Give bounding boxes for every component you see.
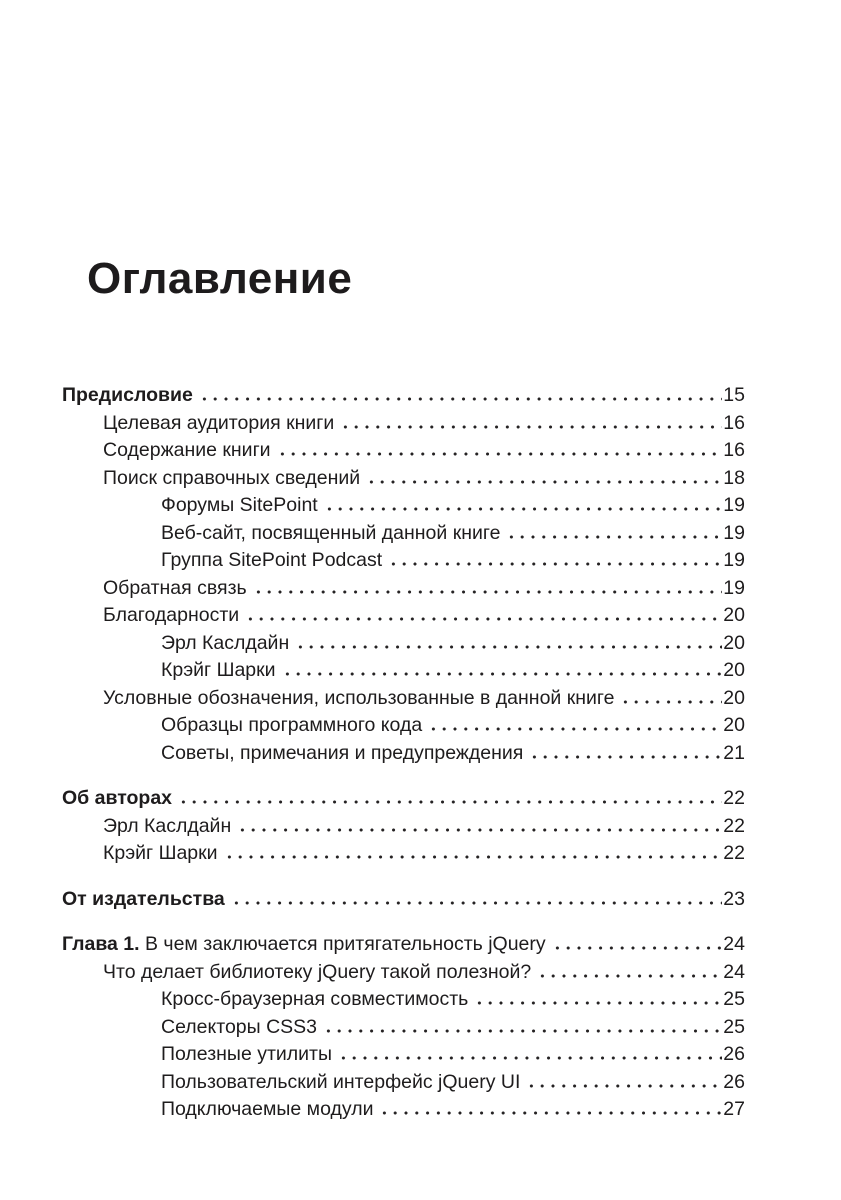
- toc-entry-label: Крэйг Шарки: [161, 659, 276, 681]
- page-number: 26: [723, 1043, 745, 1065]
- dot-leader: [178, 790, 722, 804]
- dot-leader: [282, 662, 723, 676]
- page-number: 18: [723, 466, 745, 489]
- toc-entry-label: Подключаемые модули: [161, 1098, 374, 1120]
- page-number: 15: [723, 384, 745, 406]
- toc-entry-label: Содержание книги: [103, 439, 271, 461]
- dot-leader: [526, 1074, 722, 1088]
- dot-leader: [295, 635, 722, 649]
- toc-entry: [62, 959, 745, 987]
- page-number: 20: [723, 686, 745, 709]
- toc-entry-label: Обратная связь: [103, 576, 247, 599]
- page-number: 19: [723, 576, 745, 599]
- page-number: 22: [723, 842, 745, 864]
- toc-entry: [62, 547, 745, 575]
- toc-entry: [62, 785, 745, 813]
- page-number: 19: [723, 494, 745, 516]
- dot-leader: [379, 1101, 722, 1115]
- toc-entry-label: Образцы программного кода: [161, 714, 423, 736]
- toc-entry: [62, 437, 745, 465]
- toc-entry: [62, 1096, 745, 1124]
- toc-entry-label: Поиск справочных сведений: [103, 466, 361, 489]
- toc-entry: [62, 492, 745, 520]
- dot-leader: [245, 607, 722, 621]
- toc-entry-label: Глава 1. В чем заключается притягательность jQuery: [62, 933, 546, 955]
- dot-leader: [224, 845, 723, 859]
- toc-list: [62, 382, 745, 1124]
- dot-leader: [506, 525, 722, 539]
- toc-entry: [62, 630, 745, 658]
- page-number: 26: [723, 1070, 745, 1093]
- dot-leader: [529, 745, 722, 759]
- page-title: Оглавление: [87, 254, 353, 303]
- toc-entry-label: Форумы SitePoint: [161, 494, 318, 516]
- page-number: 20: [723, 659, 745, 681]
- toc-entry-label: Селекторы CSS3: [161, 1015, 318, 1038]
- toc-entry-label: Пользовательский интерфейс jQuery UI: [161, 1070, 521, 1093]
- toc-entry: [62, 986, 745, 1014]
- chapter-prefix: Глава 1.: [62, 933, 140, 955]
- toc-entry-label: Кросс-браузерная совместимость: [161, 988, 469, 1010]
- toc-entry-label: Группа SitePoint Podcast: [161, 549, 383, 571]
- toc-entry-label: Целевая аудитория книги: [103, 411, 335, 434]
- toc-entry: [62, 1041, 745, 1069]
- toc-entry: [62, 685, 745, 713]
- page-number: 22: [723, 787, 745, 809]
- toc-entry-label: Условные обозначения, использованные в данной книге: [103, 686, 615, 709]
- toc-entry: [62, 465, 745, 493]
- page-number: 20: [723, 714, 745, 736]
- dot-leader: [620, 690, 722, 704]
- dot-leader: [277, 442, 723, 456]
- page-number: 22: [723, 814, 745, 837]
- page-number: 24: [723, 933, 745, 955]
- page-number: 20: [723, 604, 745, 626]
- toc-entry: [62, 520, 745, 548]
- page-number: 16: [723, 439, 745, 461]
- toc-entry-label: Предисловие: [62, 384, 193, 406]
- dot-leader: [340, 415, 722, 429]
- page-number: 25: [723, 1015, 745, 1038]
- toc-entry-label: Советы, примечания и предупреждения: [161, 741, 524, 764]
- dot-leader: [324, 497, 723, 511]
- page-number: 19: [723, 521, 745, 544]
- dot-leader: [338, 1046, 722, 1060]
- dot-leader: [537, 964, 722, 978]
- toc-entry: [62, 410, 745, 438]
- page-number: 24: [723, 960, 745, 983]
- dot-leader: [237, 818, 722, 832]
- toc-entry-label: Об авторах: [62, 787, 173, 809]
- toc-entry-label: Благодарности: [103, 604, 240, 626]
- toc-entry: [62, 657, 745, 685]
- dot-leader: [366, 470, 722, 484]
- toc-entry: [62, 886, 745, 914]
- toc-entry: [62, 740, 745, 768]
- dot-leader: [552, 936, 723, 950]
- toc-entry: [62, 712, 745, 740]
- toc-entry-label: От издательства: [62, 887, 225, 910]
- toc-entry: [62, 1014, 745, 1042]
- dot-leader: [388, 552, 722, 566]
- page-number: 21: [723, 741, 745, 764]
- dot-leader: [323, 1019, 722, 1033]
- toc-entry: [62, 840, 745, 868]
- dot-leader: [428, 717, 722, 731]
- page-number: 20: [723, 631, 745, 654]
- dot-leader: [253, 580, 723, 594]
- page-number: 25: [723, 988, 745, 1010]
- toc-entry-label: Эрл Каслдайн: [161, 631, 290, 654]
- toc-entry-label: Эрл Каслдайн: [103, 814, 232, 837]
- dot-leader: [199, 387, 722, 401]
- dot-leader: [231, 891, 723, 905]
- toc-entry: [62, 1069, 745, 1097]
- toc-entry-label: Крэйг Шарки: [103, 842, 218, 864]
- page-number: 27: [723, 1098, 745, 1120]
- toc-entry-label: Веб-сайт, посвященный данной книге: [161, 521, 501, 544]
- toc-entry: [62, 575, 745, 603]
- toc-entry: [62, 382, 745, 410]
- toc-entry: [62, 602, 745, 630]
- page-number: 16: [723, 411, 745, 434]
- dot-leader: [474, 991, 722, 1005]
- toc-entry-label: Что делает библиотеку jQuery такой полезной?: [103, 960, 532, 983]
- toc-entry: [62, 813, 745, 841]
- toc-entry-label: Полезные утилиты: [161, 1043, 333, 1065]
- page-number: 23: [723, 887, 745, 910]
- toc-entry: [62, 931, 745, 959]
- page-number: 19: [723, 549, 745, 571]
